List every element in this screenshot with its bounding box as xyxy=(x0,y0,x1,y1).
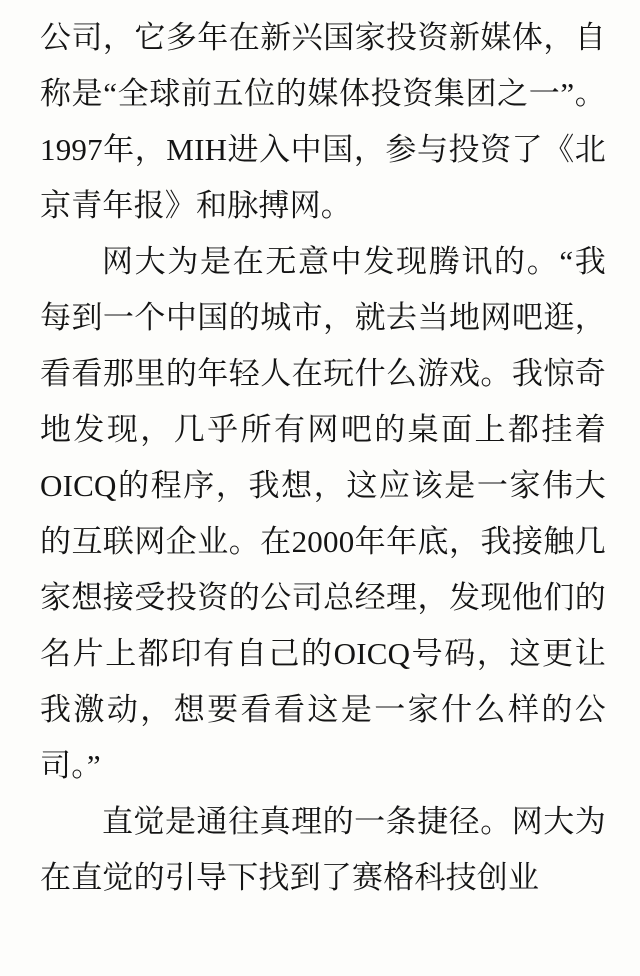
paragraph-1: 公司，它多年在新兴国家投资新媒体，自称是“全球前五位的媒体投资集团之一”。1997年，MIH进入中国，参与投资了《北京青年报》和脉搏网。 xyxy=(40,20,606,223)
page-body-text xyxy=(40,10,606,906)
paragraph-2: 网大为是在无意中发现腾讯的。“我每到一个中国的城市，就去当地网吧逛，看看那里的年轻人在玩什么游戏。我惊奇地发现，几乎所有网吧的桌面上都挂着OICQ的程序，我想，这应该是一家伟大的互联网企业。在2000年年底，我接触几家想接受投资的公司总经理，发现他们的名片上都印有自己的OICQ号码，这更让我激动，想要看看这是一家什么样的公司。” xyxy=(40,244,606,783)
paragraph-3: 直觉是通往真理的一条捷径。网大为在直觉的引导下找到了赛格科技创业 xyxy=(40,804,606,895)
